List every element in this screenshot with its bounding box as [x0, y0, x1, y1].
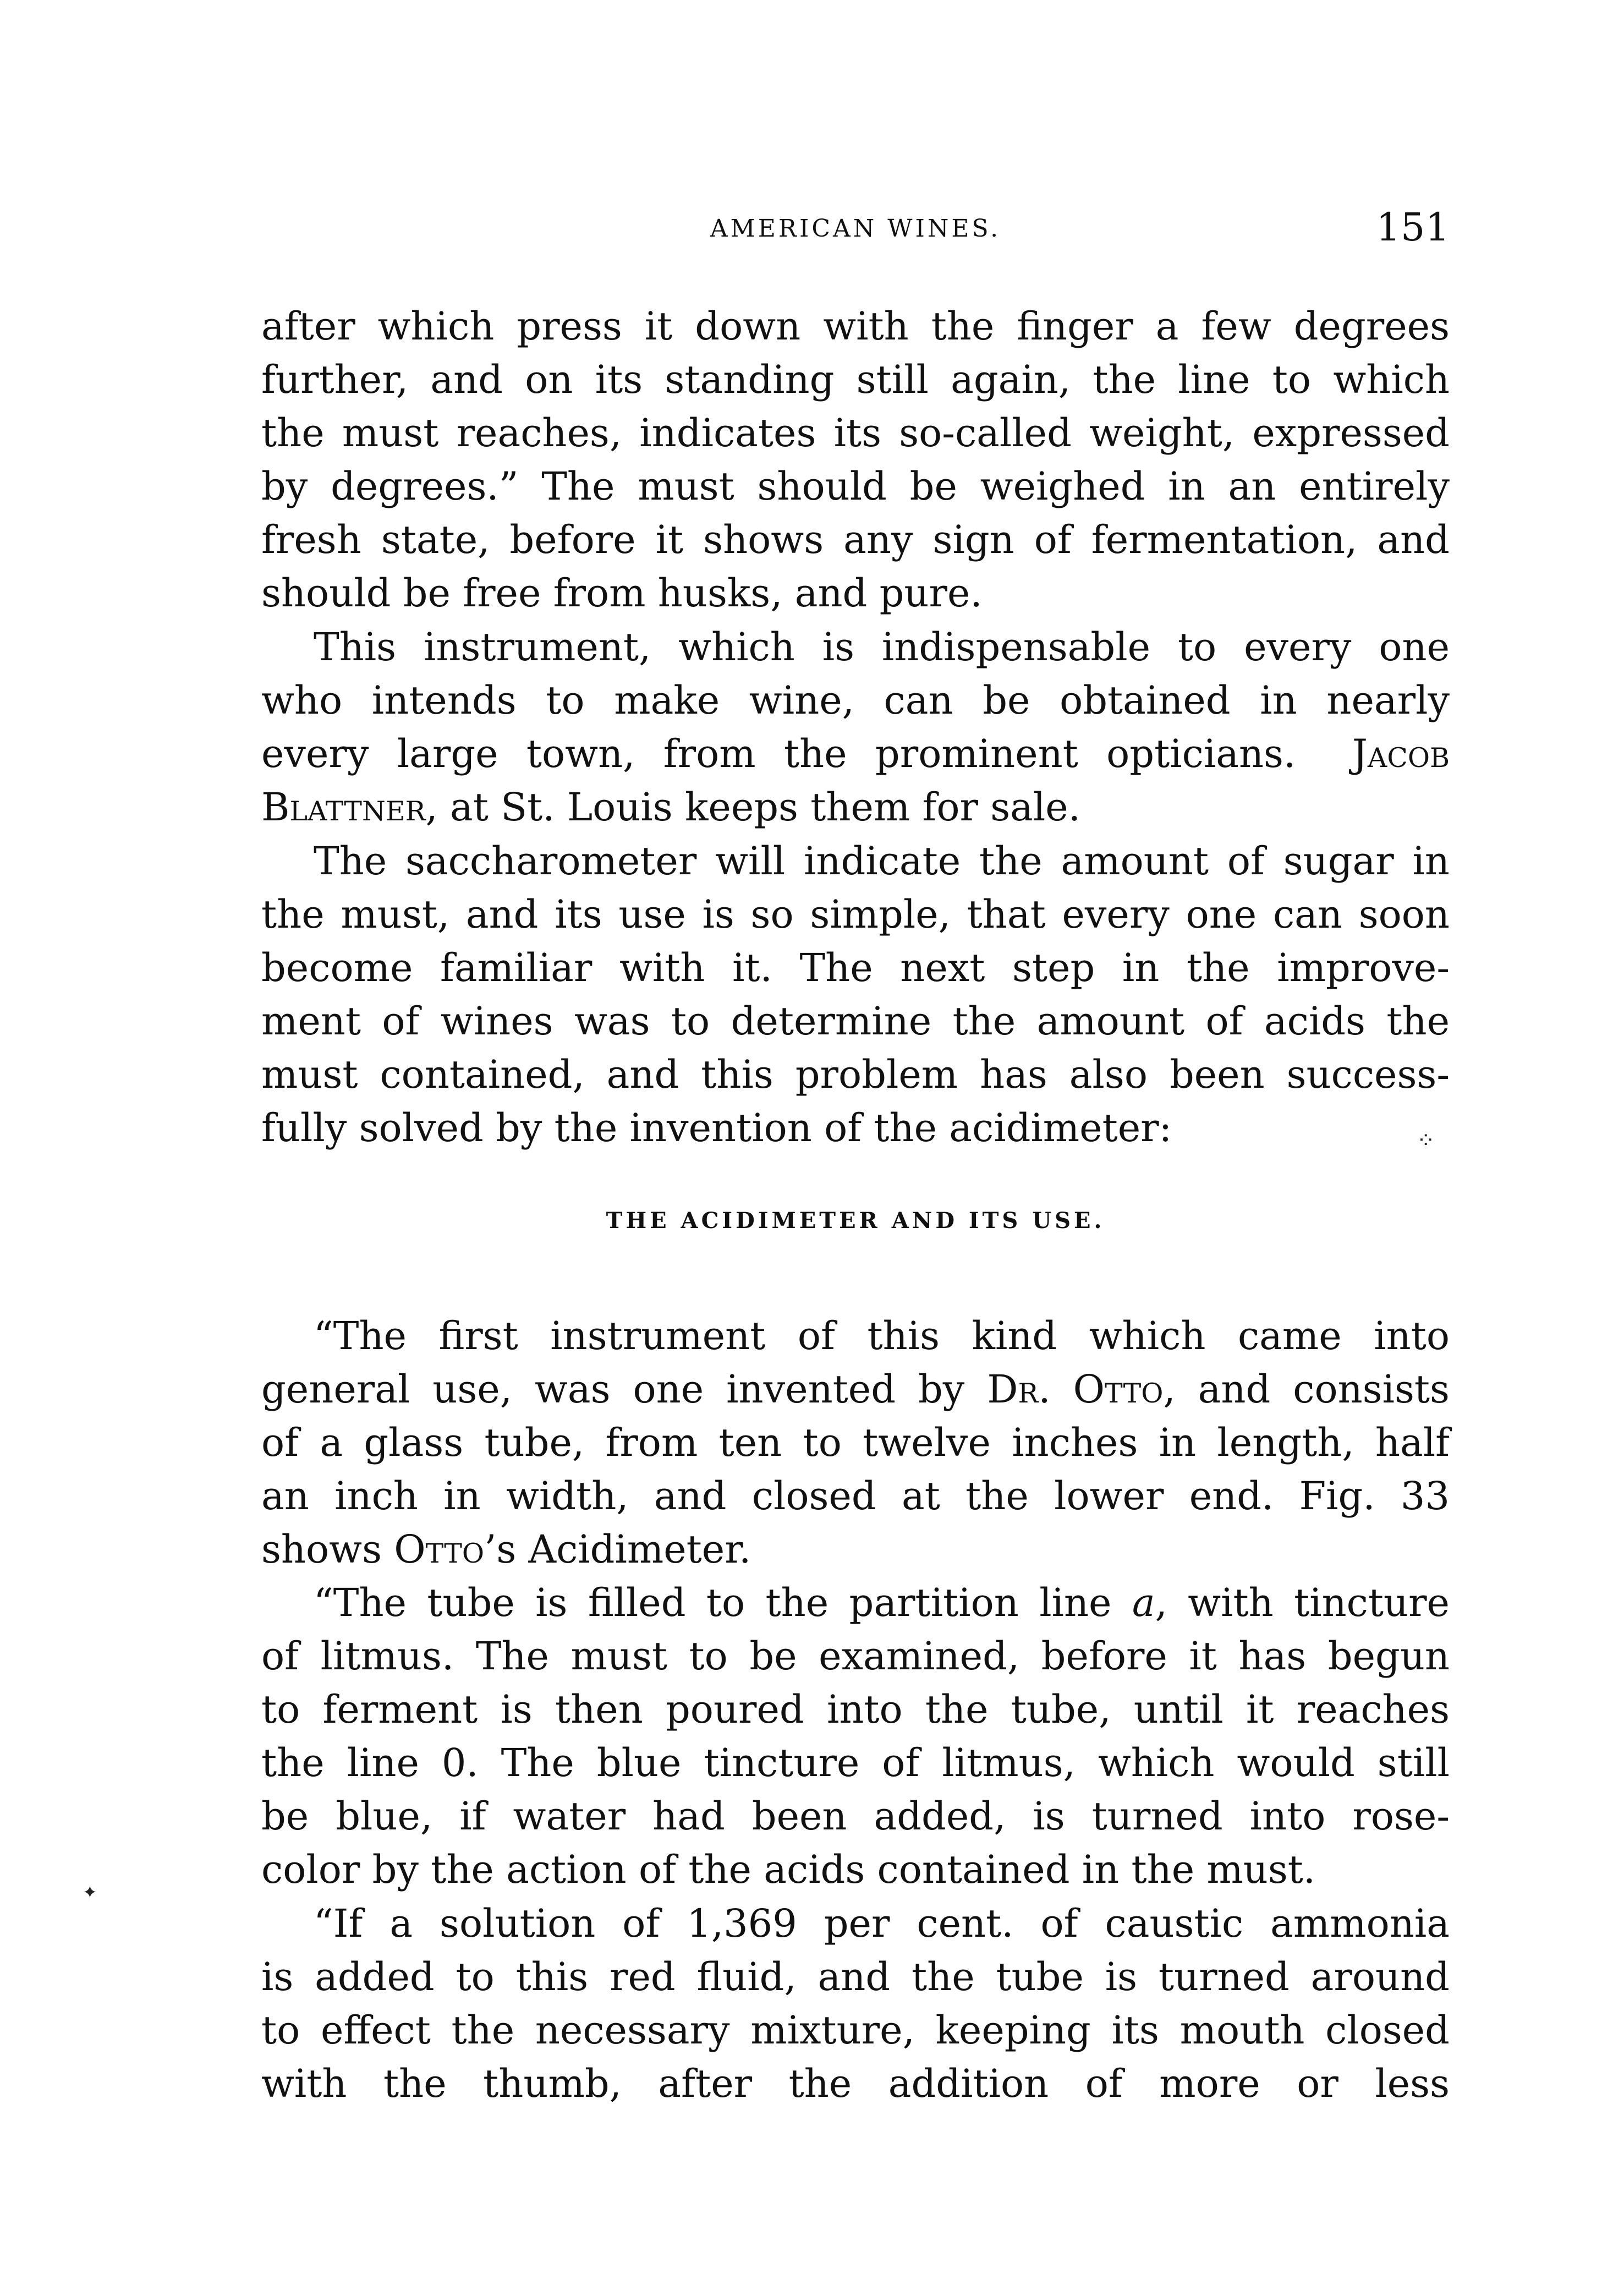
text-line: to effect the necessary mixture, keeping its mouth closed [261, 2008, 1450, 2053]
text-line: must contained, and this problem has also been success- [261, 1052, 1450, 1097]
text-line: of a glass tube, from ten to twelve inches in length, half [261, 1420, 1450, 1465]
text-line: fully solved by the invention of the acidimeter: [261, 1105, 1172, 1150]
text-line: the must, and its use is so simple, that every one can soon [261, 892, 1450, 937]
text-line: the line 0. The blue tincture of litmus, which would still [261, 1740, 1450, 1785]
section-paragraph-3 [261, 1897, 1450, 2111]
paragraph-2 [261, 621, 1450, 834]
text-line: by degrees.” The must should be weighed in an entirely [261, 464, 1450, 509]
section-heading: THE ACIDIMETER AND ITS USE. [606, 1208, 1105, 1234]
text-line: shows Otto’s Acidimeter. [261, 1527, 751, 1572]
text-line: every large town, from the prominent opticians. Jacob [261, 731, 1450, 776]
text-line: This instrument, which is indispensable to every one [314, 624, 1450, 670]
scan-speck: ⁘ [1417, 1128, 1435, 1153]
text-line: who intends to make wine, can be obtained in nearly [261, 678, 1450, 723]
section-paragraph-2 [261, 1576, 1450, 1897]
running-title: AMERICAN WINES. [710, 215, 1001, 243]
name-dr: Dr. [987, 1367, 1051, 1412]
running-head [261, 205, 1450, 249]
text-line: “The first instrument of this kind which came into [314, 1313, 1450, 1358]
text-line: the must reaches, indicates its so-called weight, expressed [261, 410, 1450, 456]
page-number: 151 [1376, 205, 1450, 250]
text-line: an inch in width, and closed at the lower end. Fig. 33 [261, 1473, 1450, 1519]
text-line: fresh state, before it shows any sign of fermentation, and [261, 517, 1450, 562]
text-line: should be free from husks, and pure. [261, 571, 983, 616]
text-line: color by the action of the acids contained in the must. [261, 1847, 1316, 1892]
name-jacob: Jacob [1352, 731, 1450, 776]
paragraph-1 [261, 300, 1450, 620]
text-line: The saccharometer will indicate the amount of sugar in [314, 839, 1450, 884]
text-line: of litmus. The must to be examined, before it has begun [261, 1634, 1450, 1679]
text-line: with the thumb, after the addition of more or less [261, 2061, 1450, 2106]
text-line: be blue, if water had been added, is turned into rose- [261, 1794, 1450, 1839]
paragraph-3 [261, 835, 1450, 1155]
text-line: to ferment is then poured into the tube, until it reaches [261, 1687, 1450, 1732]
name-blattner: Blattner [261, 785, 426, 830]
section-paragraph-1 [261, 1309, 1450, 1576]
text-line: general use, was one invented by Dr. Otto, and consists [261, 1367, 1450, 1412]
text-line: after which press it down with the finger a few degrees [261, 304, 1450, 349]
text-line: “If a solution of 1,369 per cent. of caustic ammonia [314, 1901, 1450, 1946]
text-line: further, and on its standing still again, the line to which [261, 357, 1450, 402]
name-otto-possessive: Otto [394, 1527, 485, 1572]
text-line: Blattner, at St. Louis keeps them for sale. [261, 785, 1080, 830]
text-line: become familiar with it. The next step in the improve- [261, 945, 1450, 990]
text-line: ment of wines was to determine the amount of acids the [261, 999, 1450, 1044]
scan-speck: ✦ [83, 1882, 97, 1903]
text-line: “The tube is filled to the partition line a, with tincture [314, 1580, 1450, 1625]
name-otto: Otto [1073, 1367, 1164, 1412]
text-line: is added to this red fluid, and the tube is turned around [261, 1954, 1450, 1999]
variable-a: a [1132, 1580, 1155, 1625]
